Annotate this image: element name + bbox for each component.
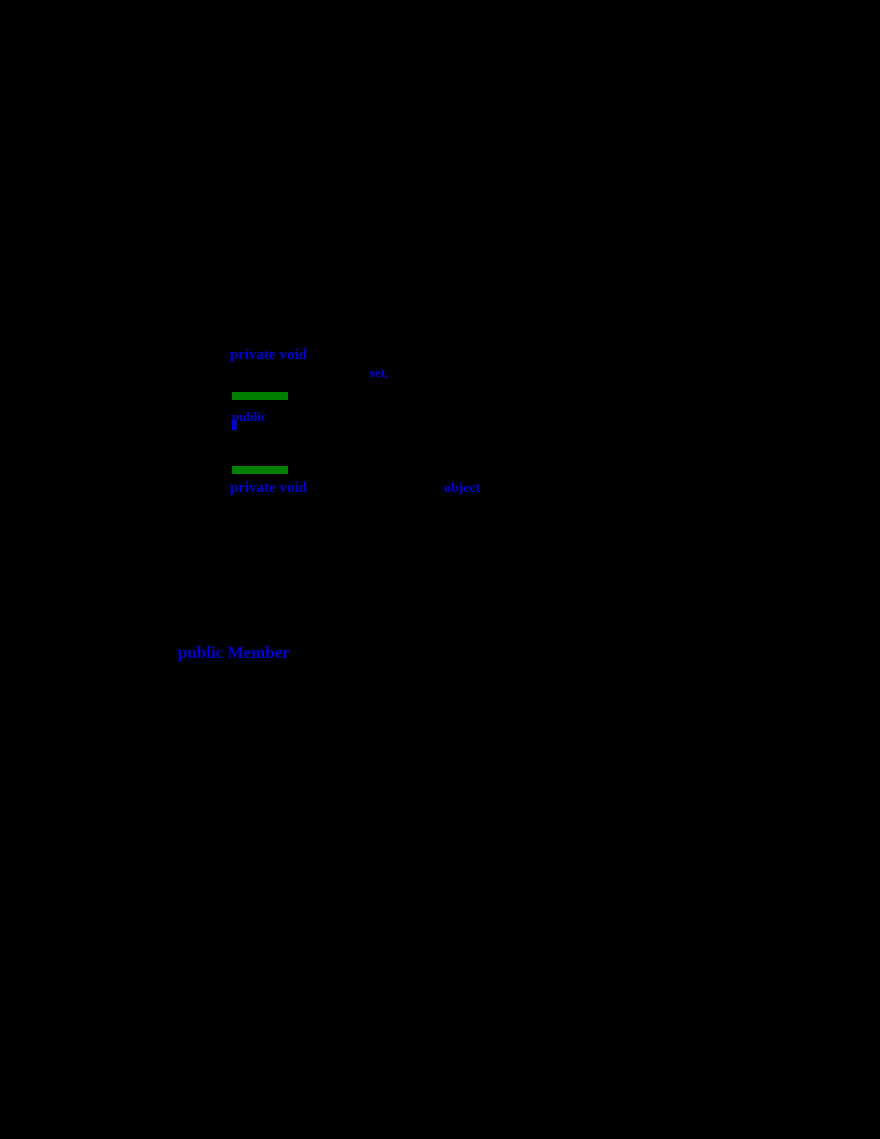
code-token: set, [370,365,389,380]
code-token: private void [230,347,308,363]
highlight-bar [232,392,288,400]
code-token: object [444,481,481,496]
code-token: public Member [178,643,290,662]
code-token: private void [230,480,308,496]
code-token: public [232,409,267,424]
highlight-bar [232,466,288,474]
